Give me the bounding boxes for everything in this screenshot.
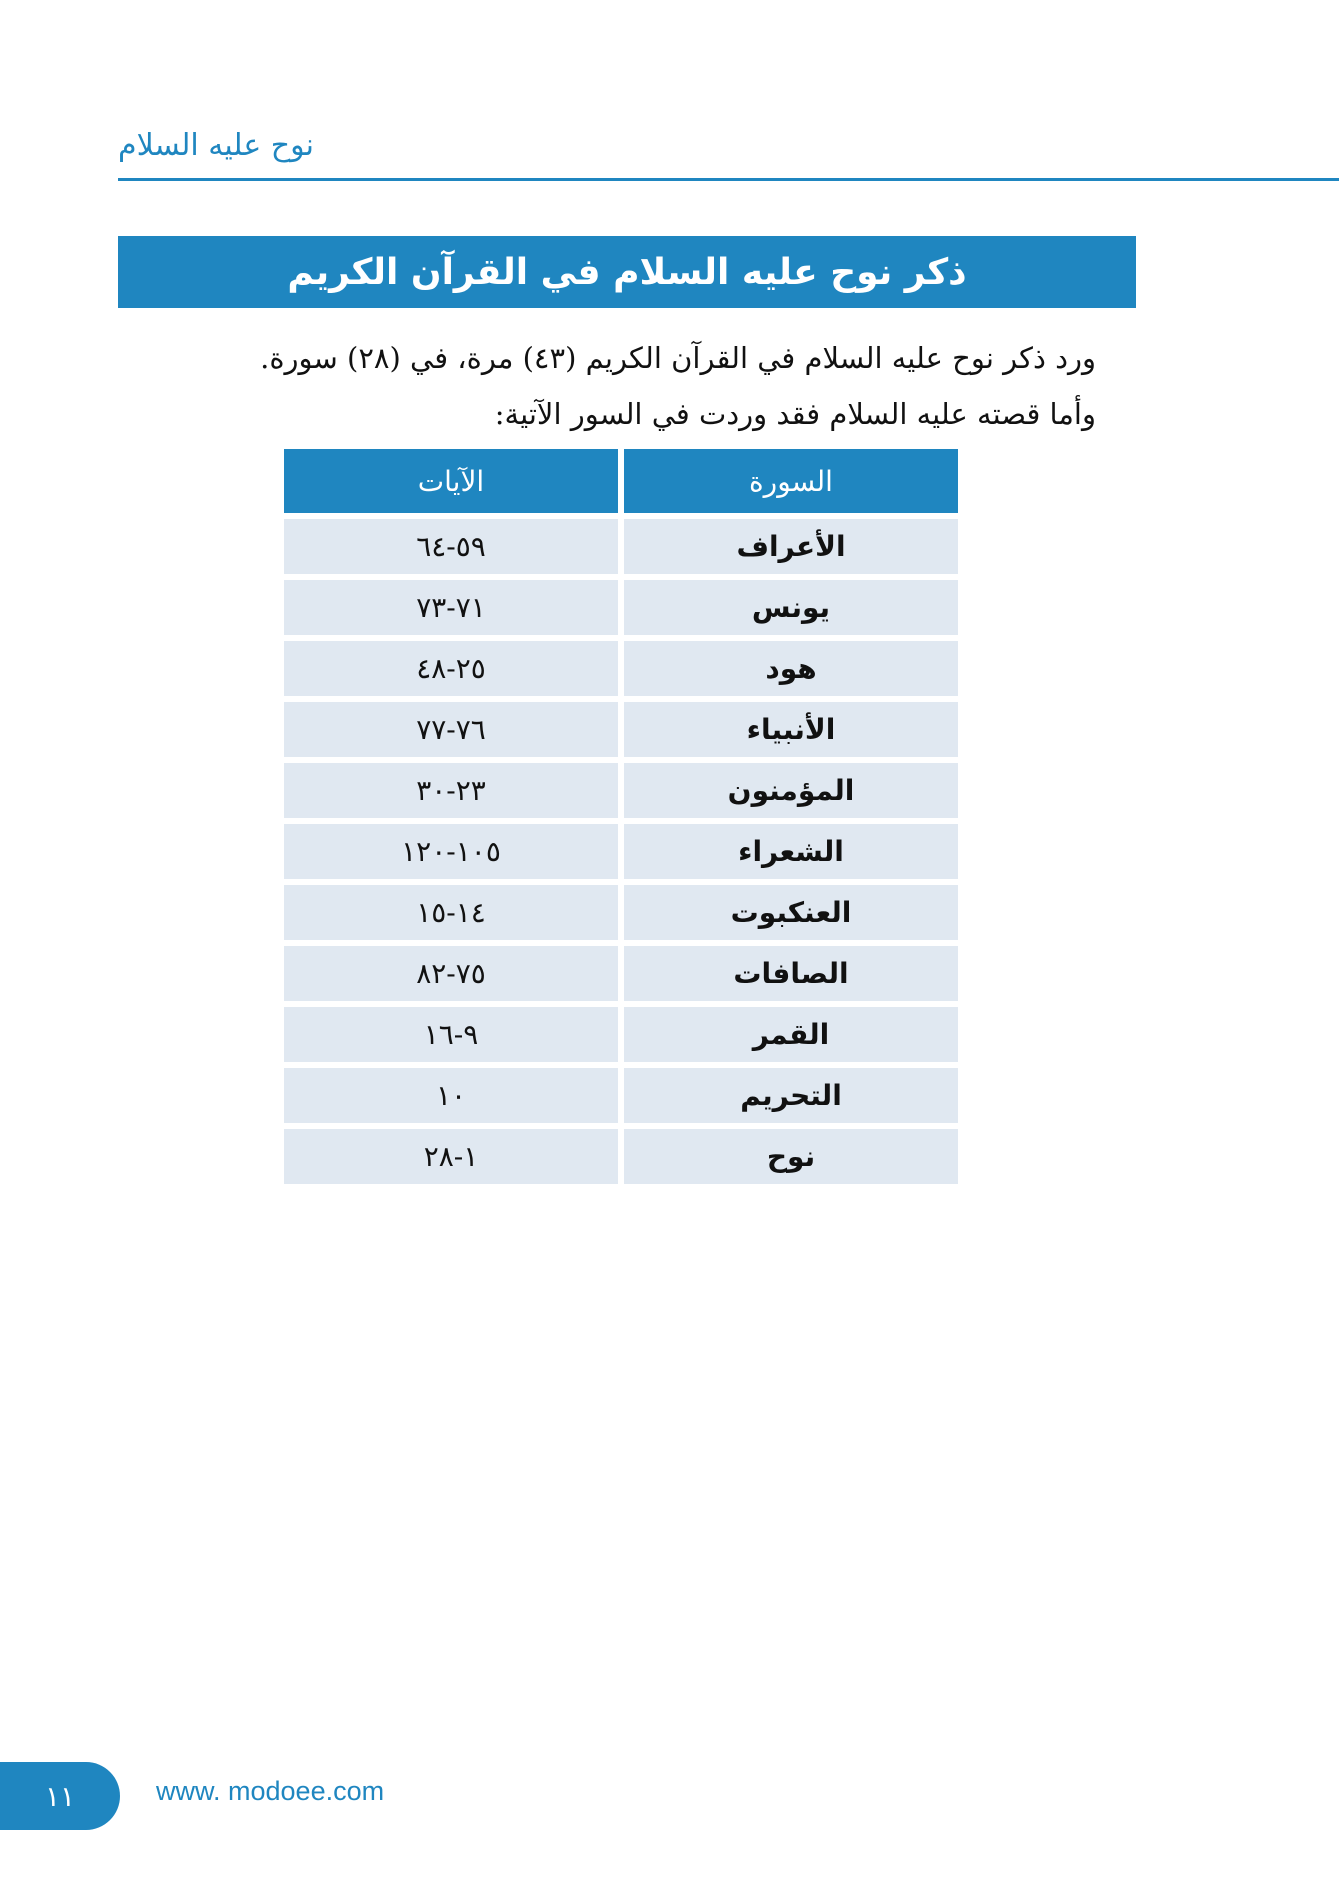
- intro-paragraph: [260, 330, 1096, 442]
- verses-cell: ٧١-٧٣: [284, 580, 618, 635]
- verses-cell: ٢٣-٣٠: [284, 763, 618, 818]
- table-row: [284, 519, 958, 574]
- verses-cell: ٩-١٦: [284, 1007, 618, 1062]
- verses-cell: ١٠٥-١٢٠: [284, 824, 618, 879]
- surah-cell: يونس: [624, 580, 958, 635]
- page-number-tab: [0, 1762, 120, 1830]
- verses-cell: ٧٦-٧٧: [284, 702, 618, 757]
- header-rule: [118, 178, 1339, 181]
- table-header-row: [284, 449, 958, 513]
- table-row: [284, 580, 958, 635]
- verses-cell: ٥٩-٦٤: [284, 519, 618, 574]
- table-row: [284, 1068, 958, 1123]
- intro-line: ورد ذكر نوح عليه السلام في القرآن الكريم (٤٣) مرة، في (٢٨) سورة.: [260, 341, 1096, 375]
- surah-cell: التحريم: [624, 1068, 958, 1123]
- table-row: [284, 641, 958, 696]
- verses-cell: ٢٥-٤٨: [284, 641, 618, 696]
- website-link[interactable]: www. modoee.com: [156, 1776, 385, 1806]
- table-row: [284, 885, 958, 940]
- surah-cell: العنكبوت: [624, 885, 958, 940]
- surah-cell: نوح: [624, 1129, 958, 1184]
- table-row: [284, 763, 958, 818]
- running-header: نوح عليه السلام: [118, 128, 314, 163]
- surah-cell: المؤمنون: [624, 763, 958, 818]
- surah-cell: الشعراء: [624, 824, 958, 879]
- verses-cell: ١-٢٨: [284, 1129, 618, 1184]
- header-surah: السورة: [624, 449, 958, 513]
- table-row: [284, 824, 958, 879]
- surah-cell: الأعراف: [624, 519, 958, 574]
- table-row: [284, 1007, 958, 1062]
- verses-cell: ٧٥-٨٢: [284, 946, 618, 1001]
- header-verses: الآيات: [284, 449, 618, 513]
- verses-cell: ١٠: [284, 1068, 618, 1123]
- table-row: [284, 946, 958, 1001]
- surah-cell: هود: [624, 641, 958, 696]
- surah-cell: الصافات: [624, 946, 958, 1001]
- surah-cell: الأنبياء: [624, 702, 958, 757]
- surah-cell: القمر: [624, 1007, 958, 1062]
- page-number: ١١: [44, 1779, 76, 1813]
- table-row: [284, 702, 958, 757]
- verses-cell: ١٤-١٥: [284, 885, 618, 940]
- surah-verses-table: [278, 443, 964, 1190]
- intro-line: وأما قصته عليه السلام فقد وردت في السور الآتية:: [494, 397, 1096, 431]
- table-row: [284, 1129, 958, 1184]
- section-title: ذكر نوح عليه السلام في القرآن الكريم: [118, 236, 1136, 308]
